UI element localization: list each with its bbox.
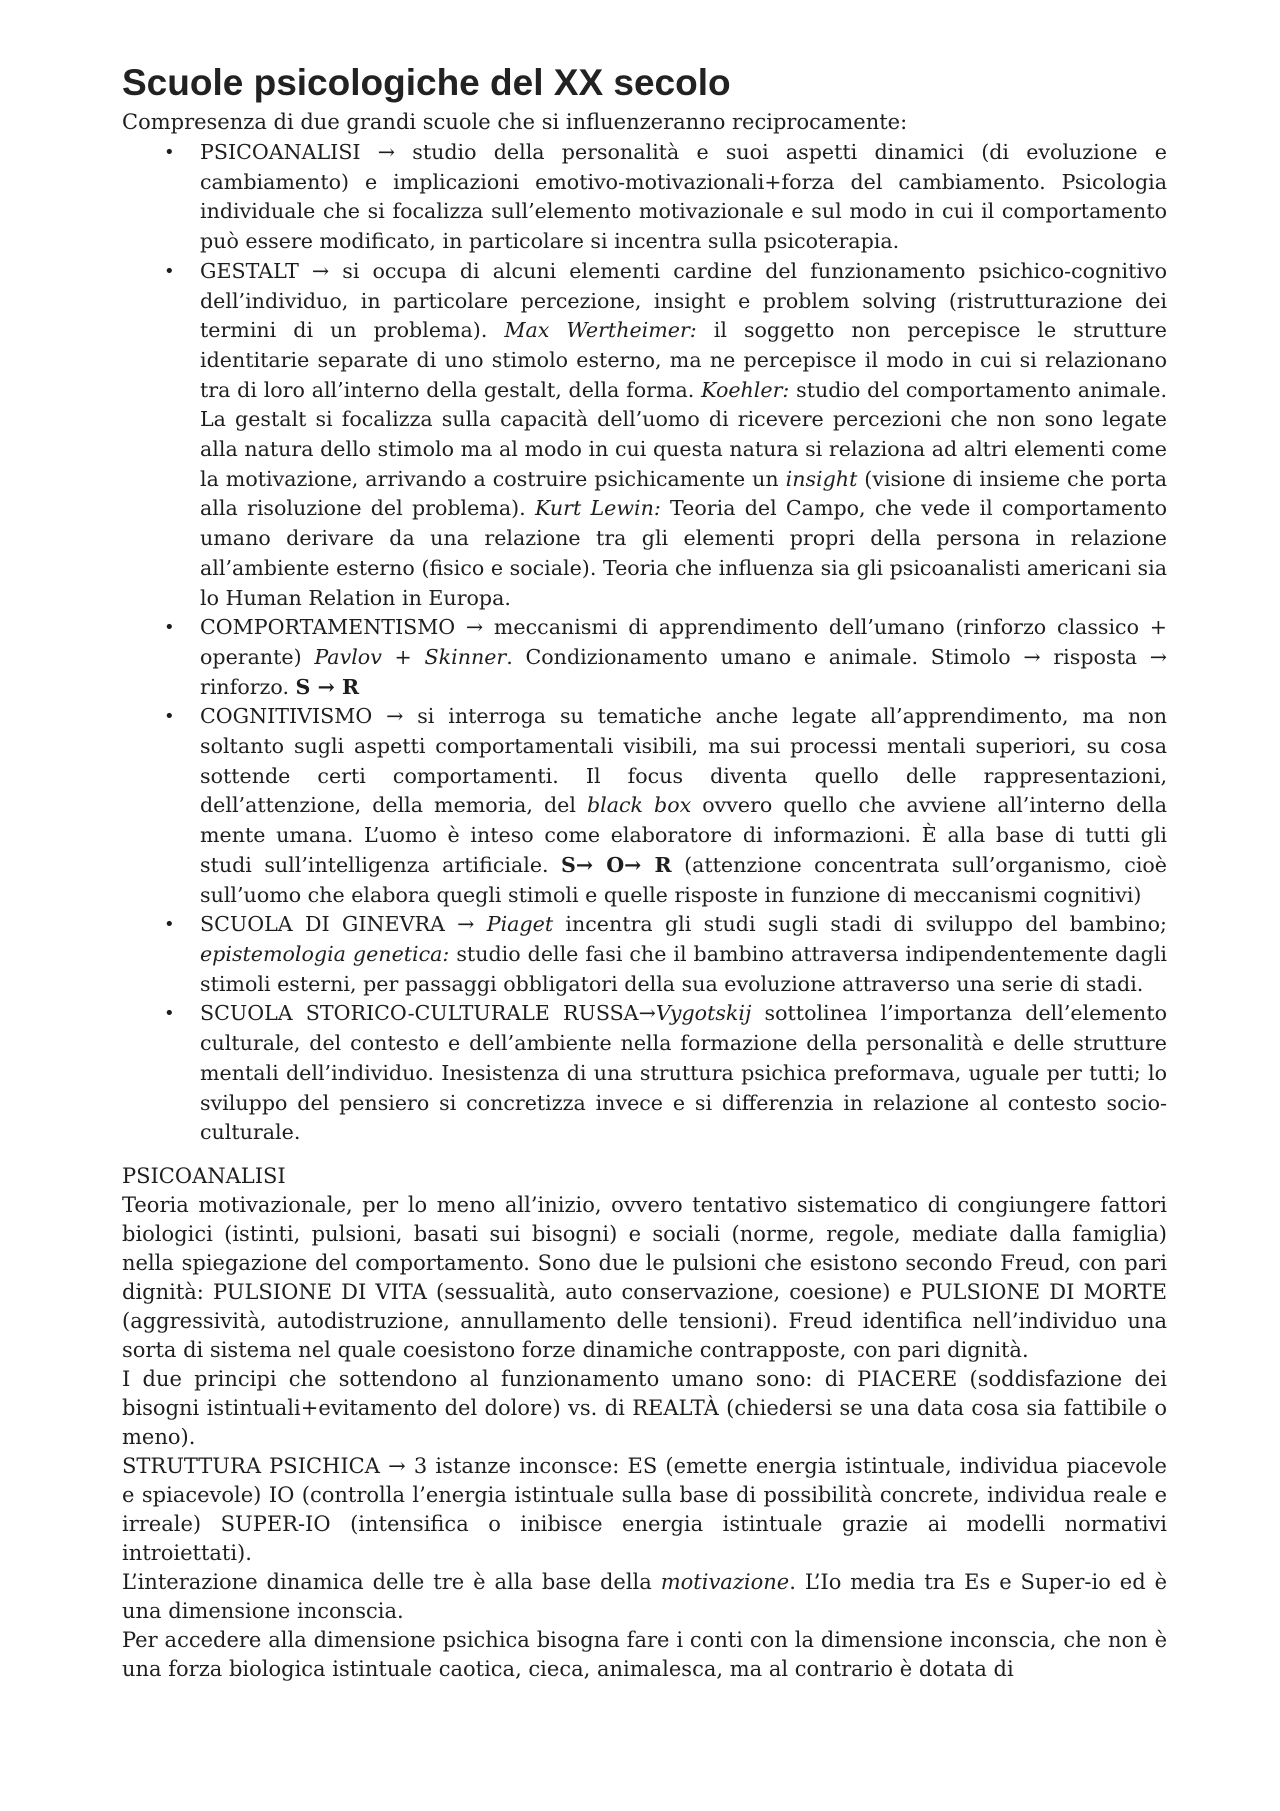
list-item-psicoanalisi: • PSICOANALISI → studio della personalità e suoi aspetti dinamici (di evoluzione e cambiamento) e implicazioni emotivo-motivazionali+forza del cambiamento. Psicologia individuale che si focalizza sull’elemento motivazionale e sul modo in cui il comportamento può essere modificato, in particolare si incentra sulla psicoterapia. <box>200 138 1167 257</box>
list-item-comportamentismo: • COMPORTAMENTISMO → meccanismi di apprendimento dell’umano (rinforzo classico + operante) Pavlov + Skinner. Condizionamento umano e animale. Stimolo → risposta → rinforzo. S → R <box>200 613 1167 702</box>
document-page <box>122 62 1167 1684</box>
list-item-gestalt: • GESTALT → si occupa di alcuni elementi cardine del funzionamento psichico-cognitivo dell’individuo, in particolare percezione, insight e problem solving (ristrutturazione dei termini di un problema). Max Wertheimer: il soggetto non percepisce le strutture identitarie separate di uno stimolo esterno, ma ne percepisce il modo in cui si relazionano tra di loro all’interno della gestalt, della forma. Koehler: studio del comportamento animale. La gestalt si focalizza sulla capacità dell’uomo di ricevere percezioni che non sono legate alla natura dello stimolo ma al modo in cui questa natura si relaziona ad altri elementi come la motivazione, arrivando a costruire psichicamente un insight (visione di insieme che porta alla risoluzione del problema). Kurt Lewin: Teoria del Campo, che vede il comportamento umano derivare da una relazione tra gli elementi propri della persona in relazione all’ambiente esterno (fisico e sociale). Teoria che influenza sia gli psicoanalisti americani sia lo Human Relation in Europa. <box>200 257 1167 613</box>
list-item-scuola-di-ginevra: • SCUOLA DI GINEVRA → Piaget incentra gli studi sugli stadi di sviluppo del bambino; epistemologia genetica: studio delle fasi che il bambino attraversa indipendentemente dagli stimoli esterni, per passaggi obbligatori della sua evoluzione attraverso una serie di stadi. <box>200 910 1167 999</box>
page-title: Scuole psicologiche del XX secolo <box>122 62 731 103</box>
paragraph: L’interazione dinamica delle tre è alla base della motivazione. L’Io media tra Es e Super-io ed è una dimensione inconscia. <box>122 1569 1167 1623</box>
list-item-scuola-russa: • SCUOLA STORICO-CULTURALE RUSSA→Vygotskij sottolinea l’importanza dell’elemento culturale, del contesto e dell’ambiente nella formazione della personalità e delle strutture mentali dell’individuo. Inesistenza di una struttura psichica preformava, uguale per tutti; lo sviluppo del pensiero si concretizza invece e si differenzia in relazione al contesto socio-culturale. <box>200 999 1167 1148</box>
paragraph: Teoria motivazionale, per lo meno all’inizio, ovvero tentativo sistematico di congiungere fattori biologici (istinti, pulsioni, basati sui bisogni) e sociali (norme, regole, mediate dalla famiglia) nella spiegazione del comportamento. Sono due le pulsioni che esistono secondo Freud, con pari dignità: PULSIONE DI VITA (sessualità, auto conservazione, coesione) e PULSIONE DI MORTE (aggressività, autodistruzione, annullamento delle tensioni). Freud identifica nell’individuo una sorta di sistema nel quale coesistono forze dinamiche contrapposte, con pari dignità. <box>122 1192 1167 1362</box>
schools-list <box>122 138 1167 1148</box>
paragraph: Per accedere alla dimensione psichica bisogna fare i conti con la dimensione inconscia, che non è una forza biologica istintuale caotica, cieca, animalesca, ma al contrario è dotata di <box>122 1627 1167 1681</box>
paragraph: I due principi che sottendono al funzionamento umano sono: di PIACERE (soddisfazione dei bisogni istintuali+evitamento del dolore) vs. di REALTÀ (chiedersi se una data cosa sia fattibile o meno). <box>122 1366 1167 1449</box>
psicoanalisi-section <box>122 1162 1167 1684</box>
list-item-cognitivismo: • COGNITIVISMO → si interroga su tematiche anche legate all’apprendimento, ma non soltanto sugli aspetti comportamentali visibili, ma sui processi mentali superiori, su cosa sottende certi comportamenti. Il focus diventa quello delle rappresentazioni, dell’attenzione, della memoria, del black box ovvero quello che avviene all’interno della mente umana. L’uomo è inteso come elaboratore di informazioni. È alla base di tutti gli studi sull’intelligenza artificiale. S→ O→ R (attenzione concentrata sull’organismo, cioè sull’uomo che elabora quegli stimoli e quelle risposte in funzione di meccanismi cognitivi) <box>200 702 1167 910</box>
intro-text: Compresenza di due grandi scuole che si influenzeranno reciprocamente: <box>122 110 908 134</box>
paragraph: STRUTTURA PSICHICA → 3 istanze inconsce: ES (emette energia istintuale, individua piacevole e spiacevole) IO (controlla l’energia istintuale sulla base di possibilità concrete, individua reale e irreale) SUPER-IO (intensifica o inibisce energia istintuale grazie ai modelli normativi introiettati). <box>122 1453 1167 1565</box>
section-title: PSICOANALISI <box>122 1163 286 1188</box>
